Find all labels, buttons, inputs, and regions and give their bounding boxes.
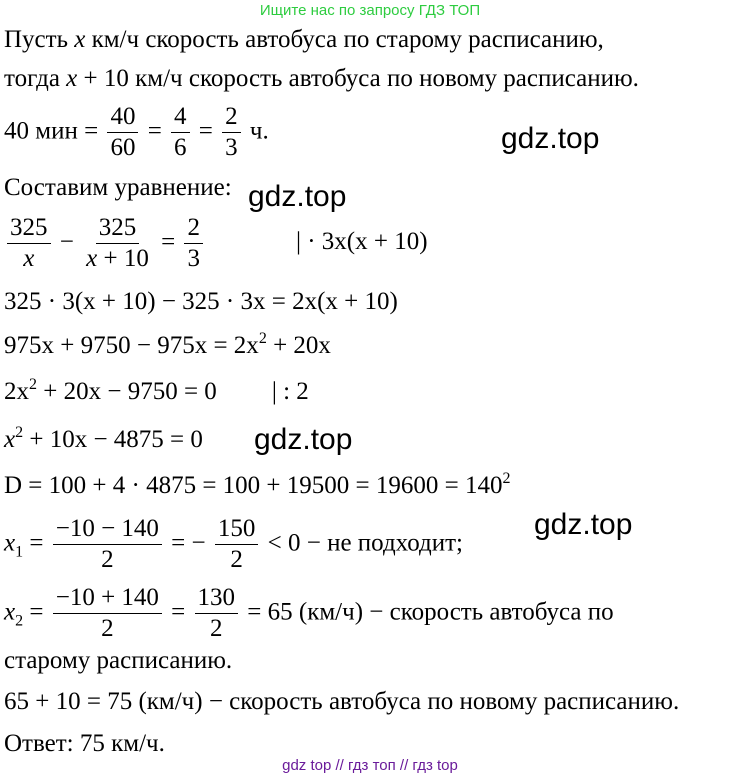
numerator: 130 xyxy=(195,585,239,614)
line-1 xyxy=(4,27,604,52)
exponent: 2 xyxy=(258,330,267,347)
denominator: 3 xyxy=(225,134,238,162)
fraction xyxy=(195,585,239,643)
line-6: 325 · 3(x + 10) − 325 · 3x = 2x(x + 10) xyxy=(4,288,398,315)
t: 40 мин = xyxy=(4,117,105,145)
exponent: 2 xyxy=(29,376,37,393)
watermark: gdz.top xyxy=(248,180,347,213)
numerator: −10 − 140 xyxy=(53,516,162,545)
line-14: 65 + 10 = 75 (км/ч) − скорость автобуса по новому расписанию. xyxy=(4,688,680,715)
line-9 xyxy=(4,424,203,453)
numerator: 4 xyxy=(171,104,190,133)
line-5 xyxy=(4,215,428,273)
t: = xyxy=(141,117,169,145)
t: = xyxy=(154,228,182,256)
fraction xyxy=(171,104,190,162)
denominator: 3 xyxy=(187,245,200,273)
t: = 65 (км/ч) − скорость автобуса по xyxy=(241,598,614,626)
line-10 xyxy=(4,470,511,499)
fraction xyxy=(83,215,152,273)
line-4: Составим уравнение: xyxy=(4,174,232,201)
denominator: 2 xyxy=(210,615,223,643)
t: ч. xyxy=(243,117,269,145)
subscript: 2 xyxy=(15,612,24,630)
exponent: 2 xyxy=(15,424,24,441)
t: + 20x − 9750 = 0 xyxy=(37,378,217,405)
t: = xyxy=(23,529,50,557)
t: Пусть xyxy=(4,26,75,53)
t: x xyxy=(86,245,98,273)
var-x: x xyxy=(66,65,78,92)
denominator: 60 xyxy=(110,134,136,162)
fraction xyxy=(53,516,162,574)
numerator: 325 xyxy=(7,215,51,244)
denominator: 2 xyxy=(230,546,243,574)
denominator: 6 xyxy=(174,134,187,162)
t: 975x + 9750 − 975x = 2x xyxy=(4,332,259,359)
numerator: −10 + 140 xyxy=(53,585,162,614)
watermark: gdz.top xyxy=(254,423,353,456)
t: D = 100 + 4 · 4875 = 100 + 19500 = 19600 = 140 xyxy=(4,472,503,499)
line-7 xyxy=(4,330,331,359)
line-2 xyxy=(4,66,639,91)
var-x: x xyxy=(4,598,16,626)
denominator: x xyxy=(23,245,35,273)
fraction xyxy=(7,215,51,273)
watermark: gdz.top xyxy=(501,122,600,155)
t: | · 3x(x + 10) xyxy=(295,228,428,256)
fraction xyxy=(53,585,162,643)
denominator: 2 xyxy=(101,615,114,643)
numerator: 150 xyxy=(215,516,259,545)
t: = xyxy=(23,598,50,626)
fraction xyxy=(107,104,138,162)
t: тогда xyxy=(4,65,67,92)
var-x: x xyxy=(74,26,86,53)
numerator: 2 xyxy=(184,215,203,244)
denominator: 2 xyxy=(101,546,114,574)
t: | : 2 xyxy=(271,378,309,405)
line-15: Ответ: 75 км/ч. xyxy=(4,730,165,757)
t: + 10 км/ч скорость автобуса по новому расписанию. xyxy=(77,65,639,92)
t: + 10x − 4875 = 0 xyxy=(23,426,203,453)
t: = xyxy=(164,598,192,626)
numerator: 40 xyxy=(107,104,138,133)
t: + 20x xyxy=(266,332,331,359)
t: 2x xyxy=(4,378,29,405)
fraction xyxy=(184,215,203,273)
numerator: 325 xyxy=(96,215,140,244)
denominator xyxy=(83,244,152,272)
t: = xyxy=(192,117,220,145)
t: + 10 xyxy=(97,245,149,273)
line-12 xyxy=(4,585,614,643)
t: = − xyxy=(164,529,212,557)
fraction xyxy=(222,104,241,162)
t: < 0 − не подходит; xyxy=(261,529,463,557)
fraction xyxy=(215,516,259,574)
t: − xyxy=(53,228,81,256)
top-banner: Ищите нас по запросу ГДЗ ТОП xyxy=(259,2,481,19)
numerator: 2 xyxy=(222,104,241,133)
watermark: gdz.top xyxy=(534,508,633,541)
var-x: x xyxy=(4,426,16,453)
t: км/ч скорость автобуса по старому расписанию, xyxy=(85,26,604,53)
var-x: x xyxy=(4,529,16,557)
line-8 xyxy=(4,376,309,405)
exponent: 2 xyxy=(502,470,511,487)
line-11 xyxy=(4,516,463,574)
subscript: 1 xyxy=(15,543,24,561)
footer-links: gdz top // гдз топ // гдз top xyxy=(282,757,458,774)
line-13: старому расписанию. xyxy=(4,647,233,674)
line-3 xyxy=(4,104,269,162)
